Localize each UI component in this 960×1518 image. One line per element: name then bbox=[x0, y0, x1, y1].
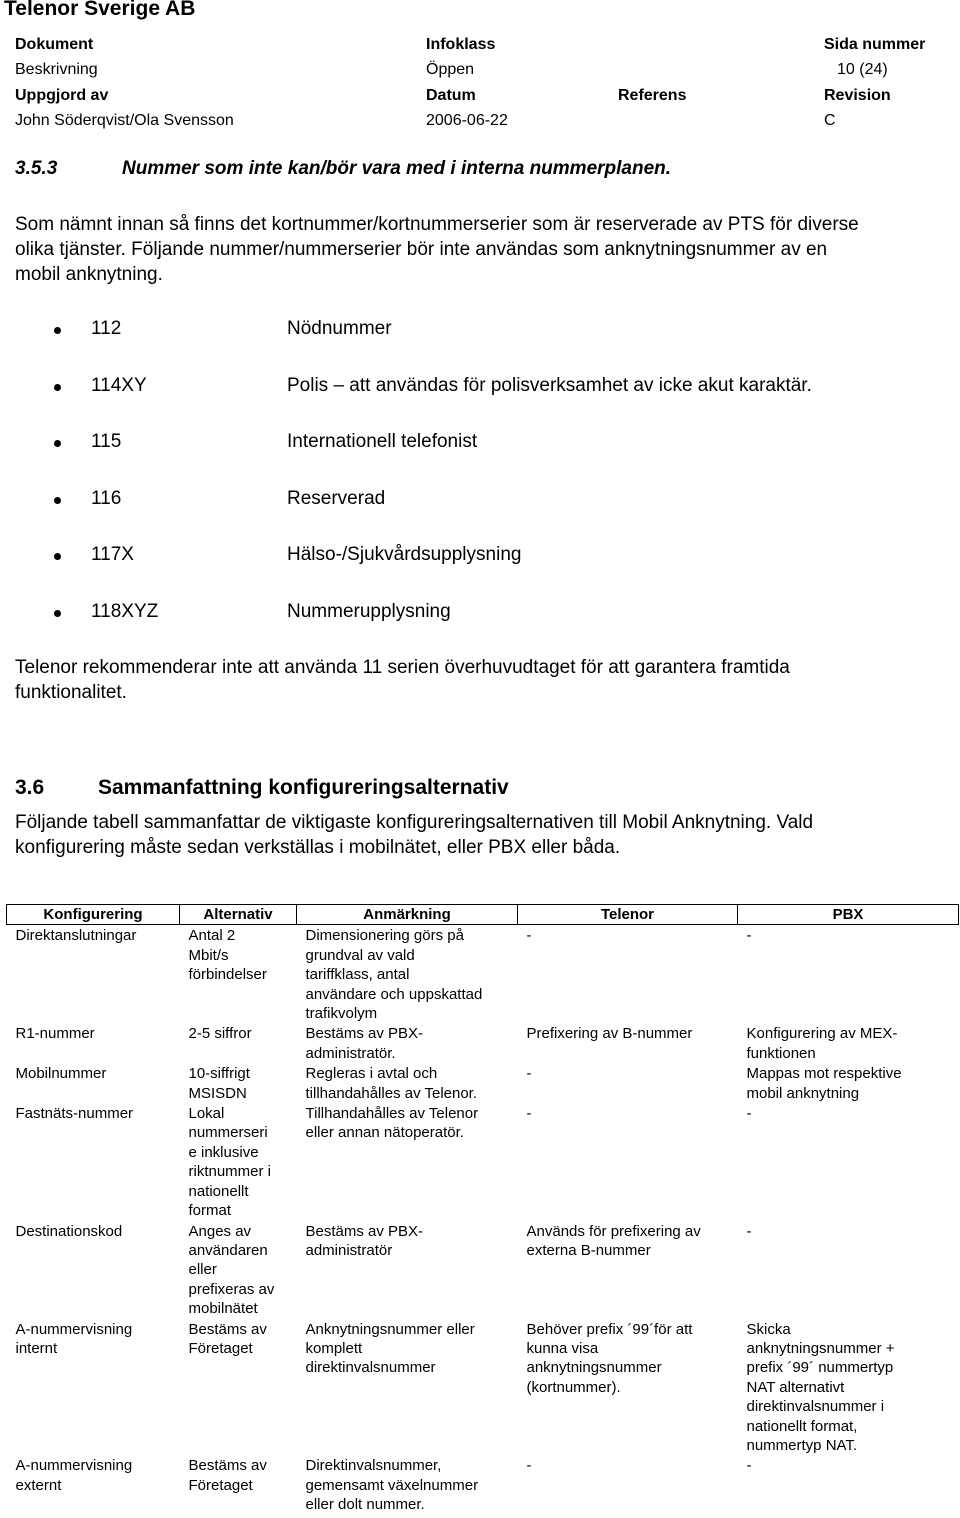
cell-pbx: Skicka anknytningsnummer + prefix ´99´ nummertyp NAT alternativt direktinvalsnummer i nationellt format, nummertyp NAT. bbox=[746, 1320, 895, 1454]
label-revision: Revision bbox=[824, 87, 891, 104]
value-revision: C bbox=[824, 112, 836, 129]
table-row bbox=[7, 925, 959, 1024]
cell-konfigurering: A-nummervisning internt bbox=[15, 1320, 133, 1357]
column-header: Konfigurering bbox=[7, 905, 180, 925]
bullet-icon bbox=[54, 553, 61, 560]
intro-line: Som nämnt innan så finns det kortnummer/kortnummerserier som är reserverade av PTS för diverse bbox=[15, 214, 859, 235]
value-dokument: Beskrivning bbox=[15, 61, 98, 78]
bullet-icon bbox=[54, 384, 61, 391]
section-title: Sammanfattning konfigureringsalternativ bbox=[98, 776, 509, 799]
bullet-icon bbox=[54, 610, 61, 617]
column-header: PBX bbox=[738, 905, 959, 925]
intro-line: Följande tabell sammanfattar de viktigaste konfigureringsalternativen till Mobil Anknytning. Vald bbox=[15, 812, 814, 833]
cell-alternativ: 2-5 siffror bbox=[188, 1025, 252, 1043]
section-outro bbox=[15, 655, 790, 705]
cell-alternativ: Bestäms av Företaget bbox=[188, 1457, 267, 1494]
column-header: Alternativ bbox=[180, 905, 297, 925]
label-datum: Datum bbox=[426, 87, 476, 104]
cell-konfigurering: Destinationskod bbox=[15, 1222, 123, 1240]
cell-pbx: - bbox=[746, 1222, 752, 1240]
section-number: 3.5.3 bbox=[15, 158, 58, 179]
intro-line: mobil anknytning. bbox=[15, 264, 163, 285]
number-code: 115 bbox=[91, 431, 122, 452]
cell-konfigurering: A-nummervisning externt bbox=[15, 1457, 133, 1494]
number-description: Polis – att användas för polisverksamhet av icke akut karaktär. bbox=[287, 375, 812, 396]
number-code: 114XY bbox=[91, 375, 147, 396]
configuration-table bbox=[6, 904, 959, 1518]
company-name: Telenor Sverige AB bbox=[4, 0, 196, 20]
cell-pbx: Mappas mot respektive mobil anknytning bbox=[746, 1065, 902, 1102]
cell-alternativ: Anges av användaren eller prefixeras av mobilnätet bbox=[188, 1222, 275, 1318]
cell-alternativ: Bestäms av Företaget bbox=[188, 1320, 267, 1357]
cell-konfigurering: R1-nummer bbox=[15, 1025, 95, 1043]
value-datum: 2006-06-22 bbox=[426, 112, 508, 129]
number-code: 116 bbox=[91, 488, 122, 509]
number-description: Nummerupplysning bbox=[287, 601, 451, 622]
section-title: Nummer som inte kan/bör vara med i interna nummerplanen. bbox=[122, 158, 672, 179]
cell-konfigurering: Fastnäts-nummer bbox=[15, 1105, 134, 1123]
cell-telenor: Behöver prefix ´99´för att kunna visa anknytningsnummer (kortnummer). bbox=[526, 1320, 693, 1396]
label-dokument: Dokument bbox=[15, 36, 94, 53]
number-code: 118XYZ bbox=[91, 601, 159, 622]
table-row bbox=[7, 1023, 959, 1063]
section-number: 3.6 bbox=[15, 776, 45, 799]
value-infoklass: Öppen bbox=[426, 61, 475, 78]
number-code: 117X bbox=[91, 544, 134, 565]
cell-alternativ: Lokal nummerseri e inklusive riktnummer i nationellt format bbox=[188, 1105, 272, 1220]
number-code: 112 bbox=[91, 318, 122, 339]
number-description: Hälso-/Sjukvårdsupplysning bbox=[287, 544, 522, 565]
table-row bbox=[7, 1221, 959, 1319]
outro-line: funktionalitet. bbox=[15, 682, 127, 703]
cell-pbx: - bbox=[746, 927, 752, 945]
cell-anmarkning: Regleras i avtal och tillhandahålles av Telenor. bbox=[305, 1065, 478, 1102]
intro-line: olika tjänster. Följande nummer/nummerserier bör inte användas som anknytningsnummer av en bbox=[15, 239, 828, 260]
cell-anmarkning: Direktinvalsnummer, gemensamt växelnummer eller dolt nummer. bbox=[305, 1457, 479, 1514]
cell-telenor: - bbox=[526, 927, 532, 945]
cell-anmarkning: Bestäms av PBX- administratör. bbox=[305, 1025, 424, 1062]
cell-konfigurering: Mobilnummer bbox=[15, 1065, 107, 1083]
outro-line: Telenor rekommenderar inte att använda 11 serien överhuvudtaget för att garantera framtida bbox=[15, 657, 790, 678]
number-description: Reserverad bbox=[287, 488, 386, 509]
label-referens: Referens bbox=[618, 87, 687, 104]
bullet-icon bbox=[54, 497, 61, 504]
cell-alternativ: 10-siffrigt MSISDN bbox=[188, 1065, 250, 1102]
column-header: Anmärkning bbox=[297, 905, 518, 925]
bullet-icon bbox=[54, 440, 61, 447]
table-row bbox=[7, 1103, 959, 1220]
table-row bbox=[7, 1063, 959, 1103]
cell-telenor: - bbox=[526, 1457, 532, 1475]
table-header-row bbox=[7, 905, 959, 925]
label-uppgjord-av: Uppgjord av bbox=[15, 87, 109, 104]
cell-telenor: - bbox=[526, 1105, 532, 1123]
cell-pbx: Konfigurering av MEX- funktionen bbox=[746, 1025, 898, 1062]
section-intro bbox=[15, 810, 813, 860]
cell-telenor: Prefixering av B-nummer bbox=[526, 1025, 693, 1043]
bullet-icon bbox=[54, 327, 61, 334]
cell-alternativ: Antal 2 Mbit/s förbindelser bbox=[188, 927, 267, 984]
label-infoklass: Infoklass bbox=[426, 36, 496, 53]
value-sida-nummer: 10 (24) bbox=[837, 61, 888, 78]
cell-pbx: - bbox=[746, 1457, 752, 1475]
value-uppgjord-av: John Söderqvist/Ola Svensson bbox=[15, 112, 234, 129]
cell-anmarkning: Bestäms av PBX- administratör bbox=[305, 1222, 424, 1259]
cell-telenor: - bbox=[526, 1065, 532, 1083]
number-description: Internationell telefonist bbox=[287, 431, 478, 452]
number-description: Nödnummer bbox=[287, 318, 392, 339]
table-row bbox=[7, 1319, 959, 1456]
intro-line: konfigurering måste sedan verkställas i mobilnätet, eller PBX eller båda. bbox=[15, 837, 621, 858]
cell-konfigurering: Direktanslutningar bbox=[15, 927, 137, 945]
cell-anmarkning: Anknytningsnummer eller komplett direktinvalsnummer bbox=[305, 1320, 475, 1377]
label-sida-nummer: Sida nummer bbox=[824, 36, 926, 53]
table-row bbox=[7, 1455, 959, 1518]
cell-anmarkning: Tillhandahålles av Telenor eller annan nätoperatör. bbox=[305, 1105, 479, 1142]
cell-anmarkning: Dimensionering görs på grundval av vald tariffklass, antal användare och uppskattad trafikvolym bbox=[305, 927, 483, 1023]
cell-telenor: Används för prefixering av externa B-nummer bbox=[526, 1222, 701, 1259]
column-header: Telenor bbox=[518, 905, 738, 925]
section-intro bbox=[15, 212, 859, 287]
cell-pbx: - bbox=[746, 1105, 752, 1123]
